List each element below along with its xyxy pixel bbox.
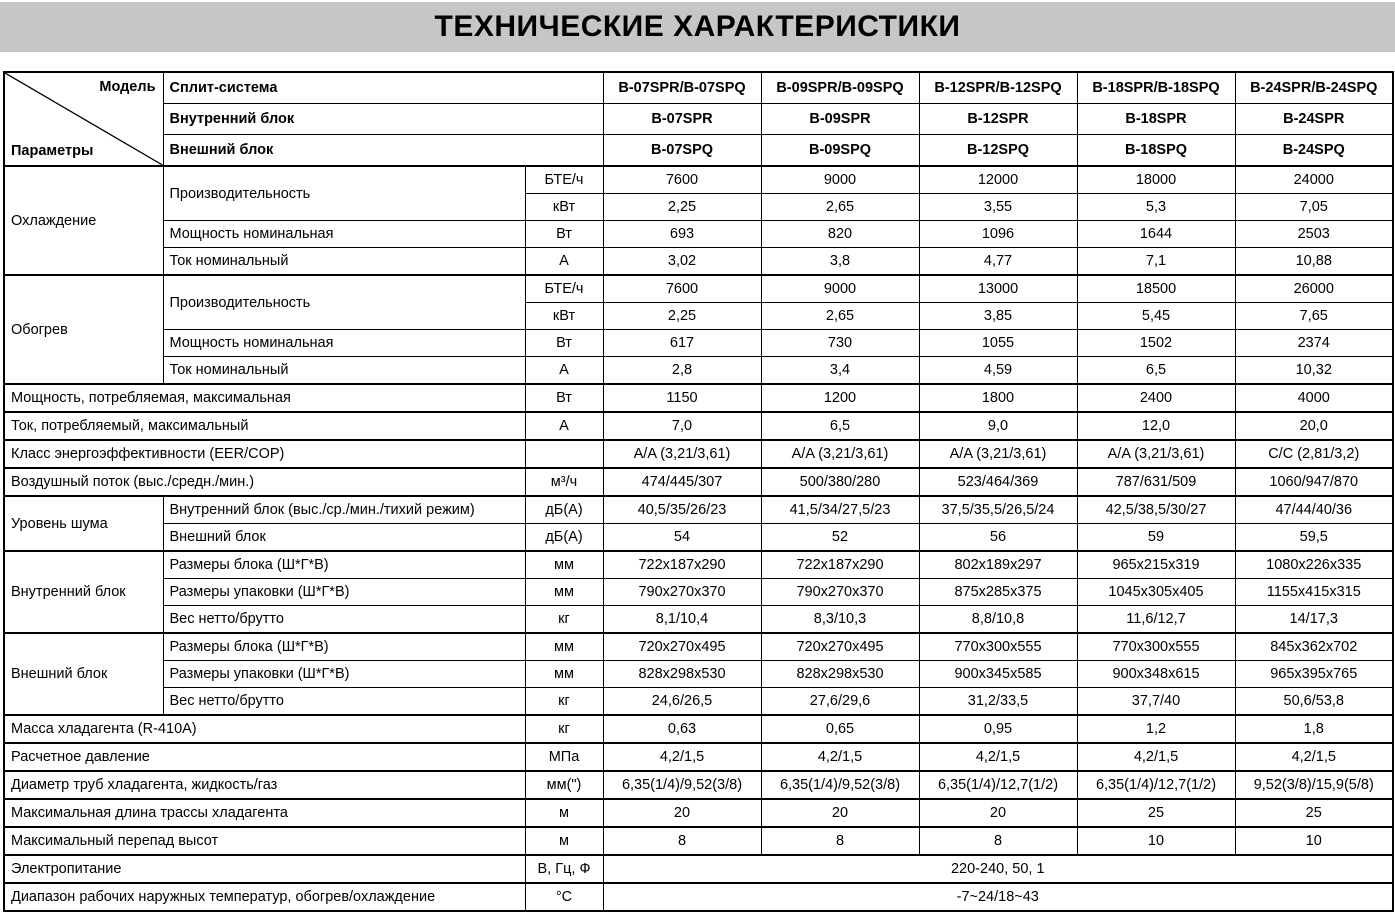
value-cell: 1150 [603,384,761,412]
param-group-cell: Уровень шума [4,496,163,551]
param-group-cell: Обогрев [4,275,163,384]
value-cell: 41,5/34/27,5/23 [761,496,919,524]
value-cell: 1096 [919,221,1077,248]
value-cell: 37,7/40 [1077,688,1235,716]
value-cell: 26000 [1235,275,1393,303]
page-title: ТЕХНИЧЕСКИЕ ХАРАКТЕРИСТИКИ [434,10,961,43]
value-cell: 845x362x702 [1235,633,1393,661]
value-cell: 7600 [603,275,761,303]
value-cell: 20 [603,799,761,827]
value-cell: 4000 [1235,384,1393,412]
param-cell: Размеры блока (Ш*Г*В) [163,551,525,579]
value-cell: 18500 [1077,275,1235,303]
param-group-cell: Внешний блок [4,633,163,715]
value-cell: A/A (3,21/3,61) [1077,440,1235,468]
model-cell: B-18SPR/B-18SPQ [1077,72,1235,104]
table-row [4,496,1393,524]
value-cell: 18000 [1077,166,1235,194]
param-cell: Размеры блока (Ш*Г*В) [163,633,525,661]
value-cell: 965x215x319 [1077,551,1235,579]
header-label-cell: Сплит-система [163,72,603,104]
table-row [4,688,1393,716]
param-cell: Внутренний блок (выс./ср./мин./тихий режим) [163,496,525,524]
param-cell: Размеры упаковки (Ш*Г*В) [163,661,525,688]
value-cell: 10 [1077,827,1235,855]
value-cell: 3,85 [919,303,1077,330]
value-cell: 4,2/1,5 [603,743,761,771]
value-cell: 5,3 [1077,194,1235,221]
value-cell: 828x298x530 [761,661,919,688]
param-group-cell: Охлаждение [4,166,163,275]
value-cell: 7600 [603,166,761,194]
value-cell: A/A (3,21/3,61) [919,440,1077,468]
param-cell: Расчетное давление [4,743,525,771]
value-cell: C/C (2,81/3,2) [1235,440,1393,468]
unit-cell [525,440,603,468]
model-cell: B-09SPQ [761,135,919,167]
value-cell: 1644 [1077,221,1235,248]
param-cell: Мощность, потребляемая, максимальная [4,384,525,412]
value-cell: 6,35(1/4)/9,52(3/8) [603,771,761,799]
value-cell: 54 [603,524,761,552]
unit-cell: мм [525,551,603,579]
value-cell: 47/44/40/36 [1235,496,1393,524]
value-cell: 1080x226x335 [1235,551,1393,579]
value-cell: 500/380/280 [761,468,919,496]
corner-model-label: Модель [99,79,156,95]
value-cell: 1055 [919,330,1077,357]
value-cell: 10,88 [1235,248,1393,276]
value-cell: 3,8 [761,248,919,276]
value-cell: 1,8 [1235,715,1393,743]
table-row [4,715,1393,743]
value-cell: 24,6/26,5 [603,688,761,716]
value-cell: 8 [761,827,919,855]
value-cell: 523/464/369 [919,468,1077,496]
value-cell: 4,2/1,5 [1235,743,1393,771]
value-cell: 7,05 [1235,194,1393,221]
table-row [4,468,1393,496]
value-cell: 1045x305x405 [1077,579,1235,606]
value-cell: 828x298x530 [603,661,761,688]
value-cell: 20 [761,799,919,827]
value-cell: 9000 [761,275,919,303]
value-cell: 4,77 [919,248,1077,276]
header-row [4,135,1393,167]
value-cell: 6,5 [761,412,919,440]
value-cell: 2374 [1235,330,1393,357]
table-header [4,72,1393,166]
value-cell: 875x285x375 [919,579,1077,606]
table-row [4,551,1393,579]
unit-cell: А [525,412,603,440]
value-cell: 56 [919,524,1077,552]
table-row [4,221,1393,248]
model-cell: B-12SPR [919,104,1077,135]
table-row [4,524,1393,552]
value-cell: 59 [1077,524,1235,552]
unit-cell: мм [525,633,603,661]
corner-cell [4,72,163,166]
model-cell: B-12SPQ [919,135,1077,167]
param-cell: Диапазон рабочих наружных температур, обогрев/охлаждение [4,883,525,911]
value-cell: 8 [603,827,761,855]
unit-cell: А [525,357,603,385]
value-cell: 730 [761,330,919,357]
unit-cell: мм(") [525,771,603,799]
param-cell: Внешний блок [163,524,525,552]
value-cell: A/A (3,21/3,61) [603,440,761,468]
value-cell: 722x187x290 [603,551,761,579]
model-cell: B-09SPR/B-09SPQ [761,72,919,104]
model-cell: B-24SPR/B-24SPQ [1235,72,1393,104]
model-cell: B-09SPR [761,104,919,135]
value-cell: 52 [761,524,919,552]
spec-table [3,71,1394,912]
value-cell: 4,2/1,5 [1077,743,1235,771]
unit-cell: кг [525,606,603,634]
unit-cell: А [525,248,603,276]
value-cell: 27,6/29,6 [761,688,919,716]
value-cell: 1060/947/870 [1235,468,1393,496]
value-cell: 14/17,3 [1235,606,1393,634]
value-cell: 3,4 [761,357,919,385]
table-row [4,883,1393,911]
model-cell: B-07SPQ [603,135,761,167]
unit-cell: м³/ч [525,468,603,496]
value-cell: A/A (3,21/3,61) [761,440,919,468]
value-cell: 37,5/35,5/26,5/24 [919,496,1077,524]
unit-cell: дБ(А) [525,496,603,524]
value-cell: 7,0 [603,412,761,440]
value-cell: 802x189x297 [919,551,1077,579]
param-cell: Воздушный поток (выс./средн./мин.) [4,468,525,496]
table-row [4,799,1393,827]
param-cell: Максимальная длина трассы хладагента [4,799,525,827]
value-cell: 1,2 [1077,715,1235,743]
param-cell: Мощность номинальная [163,221,525,248]
value-cell: 3,55 [919,194,1077,221]
header-row [4,104,1393,135]
value-cell: 31,2/33,5 [919,688,1077,716]
header-label-cell: Внешний блок [163,135,603,167]
param-cell: Ток номинальный [163,248,525,276]
value-cell: 42,5/38,5/30/27 [1077,496,1235,524]
value-cell: 7,65 [1235,303,1393,330]
model-cell: B-18SPR [1077,104,1235,135]
value-cell: 0,95 [919,715,1077,743]
value-cell: 722x187x290 [761,551,919,579]
unit-cell: В, Гц, Ф [525,855,603,883]
model-cell: B-12SPR/B-12SPQ [919,72,1077,104]
value-cell: 1800 [919,384,1077,412]
table-row [4,579,1393,606]
model-cell: B-24SPQ [1235,135,1393,167]
value-cell: 8 [919,827,1077,855]
value-cell: 2400 [1077,384,1235,412]
table-row [4,743,1393,771]
value-cell: 4,2/1,5 [761,743,919,771]
unit-cell: м [525,827,603,855]
value-cell: 790x270x370 [603,579,761,606]
value-cell: 474/445/307 [603,468,761,496]
value-cell: 3,02 [603,248,761,276]
value-cell: 8,8/10,8 [919,606,1077,634]
value-cell: 12000 [919,166,1077,194]
unit-cell: мм [525,661,603,688]
model-cell: B-18SPQ [1077,135,1235,167]
value-cell: 20,0 [1235,412,1393,440]
value-cell: 40,5/35/26/23 [603,496,761,524]
param-cell: Ток номинальный [163,357,525,385]
value-cell: 5,45 [1077,303,1235,330]
param-cell: Электропитание [4,855,525,883]
value-cell: 790x270x370 [761,579,919,606]
table-row [4,606,1393,634]
param-cell: Класс энергоэффективности (EER/COP) [4,440,525,468]
unit-cell: кВт [525,303,603,330]
header-row [4,72,1393,104]
unit-cell: Вт [525,330,603,357]
corner-params-label: Параметры [11,143,94,159]
model-cell: B-24SPR [1235,104,1393,135]
value-cell: 4,2/1,5 [919,743,1077,771]
value-cell: 2,25 [603,194,761,221]
value-cell: 4,59 [919,357,1077,385]
value-cell: 6,35(1/4)/9,52(3/8) [761,771,919,799]
value-cell: 0,63 [603,715,761,743]
unit-cell: мм [525,579,603,606]
value-cell: 13000 [919,275,1077,303]
unit-cell: Вт [525,384,603,412]
value-cell: 770x300x555 [919,633,1077,661]
unit-cell: кг [525,688,603,716]
table-body [4,166,1393,911]
value-cell: 693 [603,221,761,248]
unit-cell: МПа [525,743,603,771]
value-cell: 10,32 [1235,357,1393,385]
title-band [0,2,1395,52]
value-cell: 12,0 [1077,412,1235,440]
table-row [4,330,1393,357]
unit-cell: Вт [525,221,603,248]
unit-cell: дБ(А) [525,524,603,552]
param-cell: Масса хладагента (R-410A) [4,715,525,743]
value-cell: 2,25 [603,303,761,330]
value-cell: 6,5 [1077,357,1235,385]
value-cell: 10 [1235,827,1393,855]
param-group-cell: Внутренний блок [4,551,163,633]
unit-cell: БТЕ/ч [525,275,603,303]
value-cell: 900x345x585 [919,661,1077,688]
value-cell: 25 [1235,799,1393,827]
param-cell: Размеры упаковки (Ш*Г*В) [163,579,525,606]
value-cell-merged: 220-240, 50, 1 [603,855,1393,883]
value-cell: 24000 [1235,166,1393,194]
param-cell: Вес нетто/брутто [163,606,525,634]
value-cell: 820 [761,221,919,248]
value-cell: 59,5 [1235,524,1393,552]
value-cell-merged: -7~24/18~43 [603,883,1393,911]
table-row [4,248,1393,276]
unit-cell: кВт [525,194,603,221]
value-cell: 9,0 [919,412,1077,440]
table-row [4,412,1393,440]
table-row [4,166,1393,194]
table-row [4,661,1393,688]
table-row [4,771,1393,799]
unit-cell: °С [525,883,603,911]
value-cell: 720x270x495 [603,633,761,661]
value-cell: 965x395x765 [1235,661,1393,688]
value-cell: 8,3/10,3 [761,606,919,634]
table-row [4,275,1393,303]
value-cell: 1200 [761,384,919,412]
param-cell: Производительность [163,166,525,221]
value-cell: 720x270x495 [761,633,919,661]
param-cell: Вес нетто/брутто [163,688,525,716]
unit-cell: м [525,799,603,827]
value-cell: 6,35(1/4)/12,7(1/2) [919,771,1077,799]
table-row [4,440,1393,468]
value-cell: 6,35(1/4)/12,7(1/2) [1077,771,1235,799]
param-cell: Производительность [163,275,525,330]
value-cell: 0,65 [761,715,919,743]
param-cell: Ток, потребляемый, максимальный [4,412,525,440]
model-cell: B-07SPR [603,104,761,135]
unit-cell: БТЕ/ч [525,166,603,194]
value-cell: 787/631/509 [1077,468,1235,496]
value-cell: 9,52(3/8)/15,9(5/8) [1235,771,1393,799]
value-cell: 50,6/53,8 [1235,688,1393,716]
param-cell: Максимальный перепад высот [4,827,525,855]
value-cell: 11,6/12,7 [1077,606,1235,634]
value-cell: 900x348x615 [1077,661,1235,688]
value-cell: 2,65 [761,303,919,330]
table-row [4,633,1393,661]
param-cell: Диаметр труб хладагента, жидкость/газ [4,771,525,799]
table-row [4,827,1393,855]
value-cell: 8,1/10,4 [603,606,761,634]
value-cell: 7,1 [1077,248,1235,276]
value-cell: 2503 [1235,221,1393,248]
table-row [4,384,1393,412]
value-cell: 20 [919,799,1077,827]
value-cell: 617 [603,330,761,357]
param-cell: Мощность номинальная [163,330,525,357]
table-row [4,357,1393,385]
model-cell: B-07SPR/B-07SPQ [603,72,761,104]
value-cell: 1502 [1077,330,1235,357]
header-label-cell: Внутренний блок [163,104,603,135]
unit-cell: кг [525,715,603,743]
value-cell: 25 [1077,799,1235,827]
value-cell: 1155x415x315 [1235,579,1393,606]
value-cell: 2,8 [603,357,761,385]
value-cell: 9000 [761,166,919,194]
value-cell: 770x300x555 [1077,633,1235,661]
value-cell: 2,65 [761,194,919,221]
